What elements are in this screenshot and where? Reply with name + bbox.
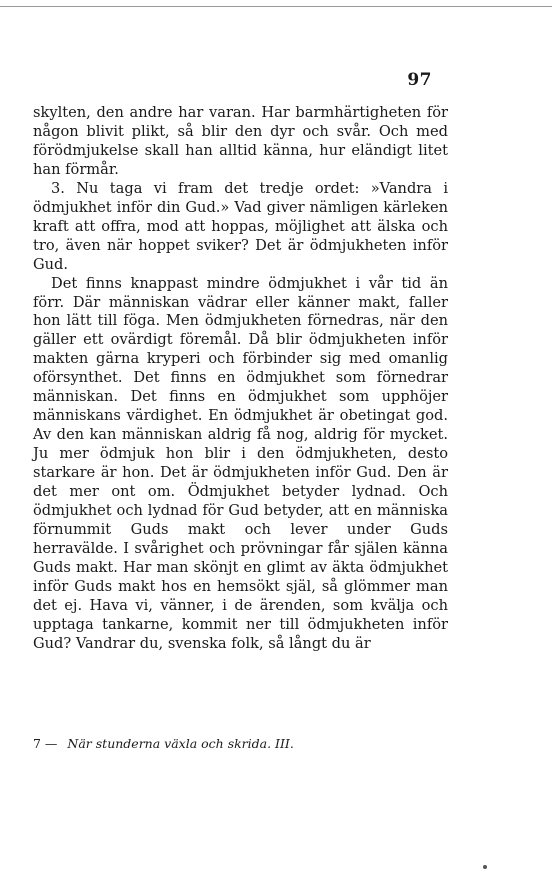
paragraph: 3. Nu taga vi fram det tredje ordet: »Vandra i ödmjukhet inför din Gud.» Vad giver nämligen kärleken kraft att offra, mod att hoppas, möjlighet att älska och tro, även när hoppet sviker? Det är ödmjukheten inför Gud. bbox=[33, 179, 448, 273]
page-number: 97 bbox=[407, 70, 432, 90]
paragraph: Det finns knappast mindre ödmjukhet i vår tid än förr. Där människan vädrar eller känner makt, faller hon lätt till föga. Men ödmjukheten förnedras, när den gäller ett ovärdigt föremål. Då blir ödmjukheten inför makten gärna kryperi och förbinder sig med omanlig oförsynthet. Det finns en ödmjukhet som förnedrar människan. Det finns en ödmjukhet som upphöjer människans värdighet. En ödmjukhet är obetingat god. Av den kan människan aldrig få nog, aldrig för mycket. Ju mer ödmjuk hon blir i den ödmjukheten, desto starkare är hon. Det är ödmjukheten inför Gud. Den är det mer ont om. Ödmjukhet betyder lydnad. Och ödmjukhet och lydnad för Gud betyder, att en människa förnummit Guds makt och lever under Guds herravälde. I svårighet och prövningar får själen känna Guds makt. Har man skönjt en glimt av äkta ödmjukhet inför Guds makt hos en hemsökt själ, så glömmer man det ej. Hava vi, vänner, i de ärenden, som kvälja och upptaga tankarne, kommit ner till ödmjukheten inför Gud? Vandrar du, svenska folk, så långt du är bbox=[33, 274, 448, 652]
paragraph: skylten, den andre har varan. Har barmhärtigheten för någon blivit plikt, så blir den dyr och svår. Och med förödmjukelse skall han alltid känna, hur eländigt litet han förmår. bbox=[33, 104, 448, 178]
body-text bbox=[33, 104, 448, 654]
signature-mark: 7 — bbox=[33, 736, 58, 751]
page-footer bbox=[33, 736, 448, 752]
top-rule bbox=[0, 6, 552, 7]
running-title: När stunderna växla och skrida. III. bbox=[67, 736, 294, 751]
print-speck bbox=[483, 865, 487, 869]
